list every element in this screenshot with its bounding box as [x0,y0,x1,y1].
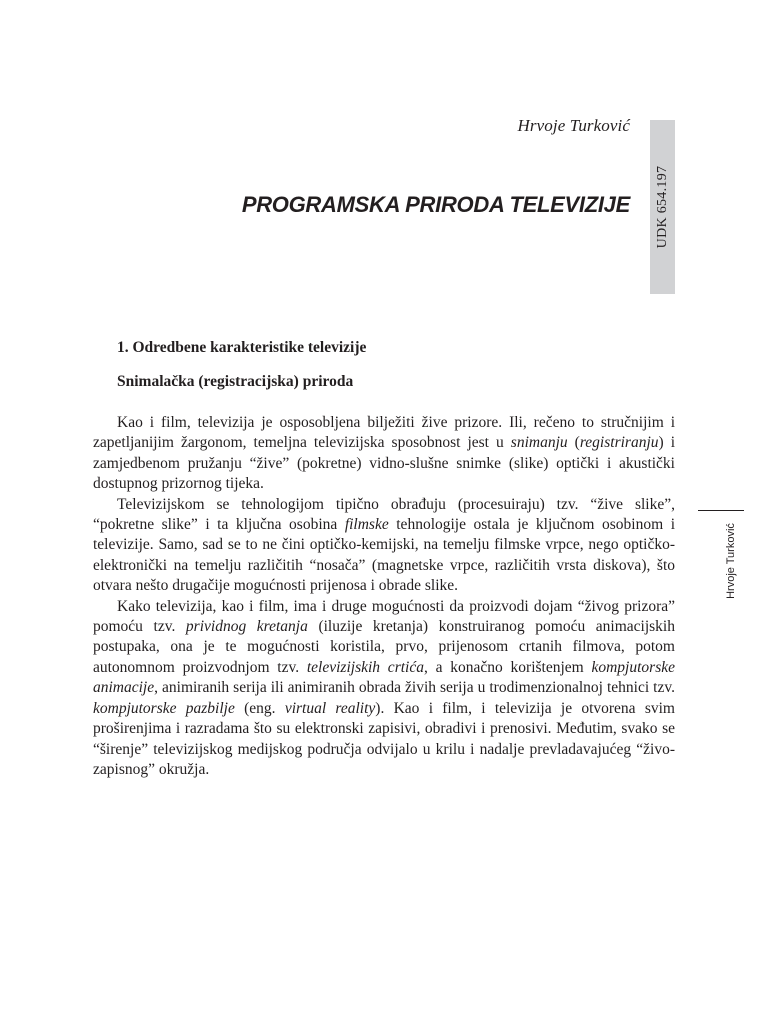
text-run: (eng. [234,699,285,717]
body-paragraph [93,597,675,781]
italic-term: registriranju [579,434,659,452]
text-run: ) i zamjedbenom pružanju “žive” (pokretne) vidno-slušne snimke (slike) optički i akustički dostupnog prizornog tijeka. [93,434,676,493]
section-heading: 1. Odredbene karakteristike televizije [117,339,367,356]
text-run: (iluzije kretanja) konstruiranog pomoću animacijskih postupaka, ona je te mogućnosti koristila, prvo, prijenosom crtanih filmova, potom autonomnom proizvodnjom tzv. [93,618,675,676]
body-text [93,413,675,780]
text-run: Televizijskom se tehnologijom tipično obrađuju (procesuiraju) tzv. “žive slike”, “pokretne slike” i ta ključna osobina [93,495,675,534]
text-run: Kao i film, televizija je osposobljena bilježiti žive prizore. Ili, rečeno to stručnijim i zapetljanijim žargonom, temeljna televizijska sposobnost jest u [93,414,675,452]
italic-term: kompjutorske animacije [93,658,675,697]
side-rule [698,510,744,511]
italic-term: televizijskih crtića [306,658,424,676]
udk-label-box [650,120,675,294]
text-run: , animiranih serija ili animiranih obrada živih serija u trodimenzionalnoj tehnici tzv. [154,679,675,697]
text-run: ( [567,434,580,452]
body-paragraph [93,413,675,495]
text-run: ). Kao i film, i televizija je otvorena svim proširenjima i razradama što su elektronski zapisivi, obradivi i prenosivi. Međutim, svako se “širenje” televizijskog medijskog područja odvijalo u krilu i nadalje prevladavajućeg “živo-zapisnog” okružja. [93,699,675,778]
italic-term: virtual reality [284,699,376,717]
italic-term: filmske [344,516,389,534]
author-name: Hrvoje Turković [517,116,630,135]
text-run: Kako televizija, kao i film, ima i druge mogućnosti da proizvodi dojam “živog prizora” pomoću tzv. [93,597,675,636]
text-run: tehnologije ostala je ključnom osobinom i televizije. Samo, sad se to ne čini optičko-kemijski, na temelju filmske vrpce, nego optičko-elektronički na temelju različitih “nosača” (magnetske vrpce, različitih vrsta diskova), što otvara nešto drugačije mogućnosti prijenosa i obrade slike. [93,516,676,595]
italic-term: snimanju [510,434,568,452]
italic-term: prividnog kretanja [185,618,308,636]
body-paragraph [93,495,675,597]
text-run: , a konačno korištenjem [423,658,592,676]
side-running-head: Hrvoje Turković [725,523,737,599]
subsection-heading: Snimalačka (registracijska) priroda [117,373,354,390]
article-title: PROGRAMSKA PRIRODA TELEVIZIJE [241,192,630,217]
italic-term: kompjutorske pazbilje [93,699,235,717]
udk-code: UDK 654.197 [654,165,670,249]
